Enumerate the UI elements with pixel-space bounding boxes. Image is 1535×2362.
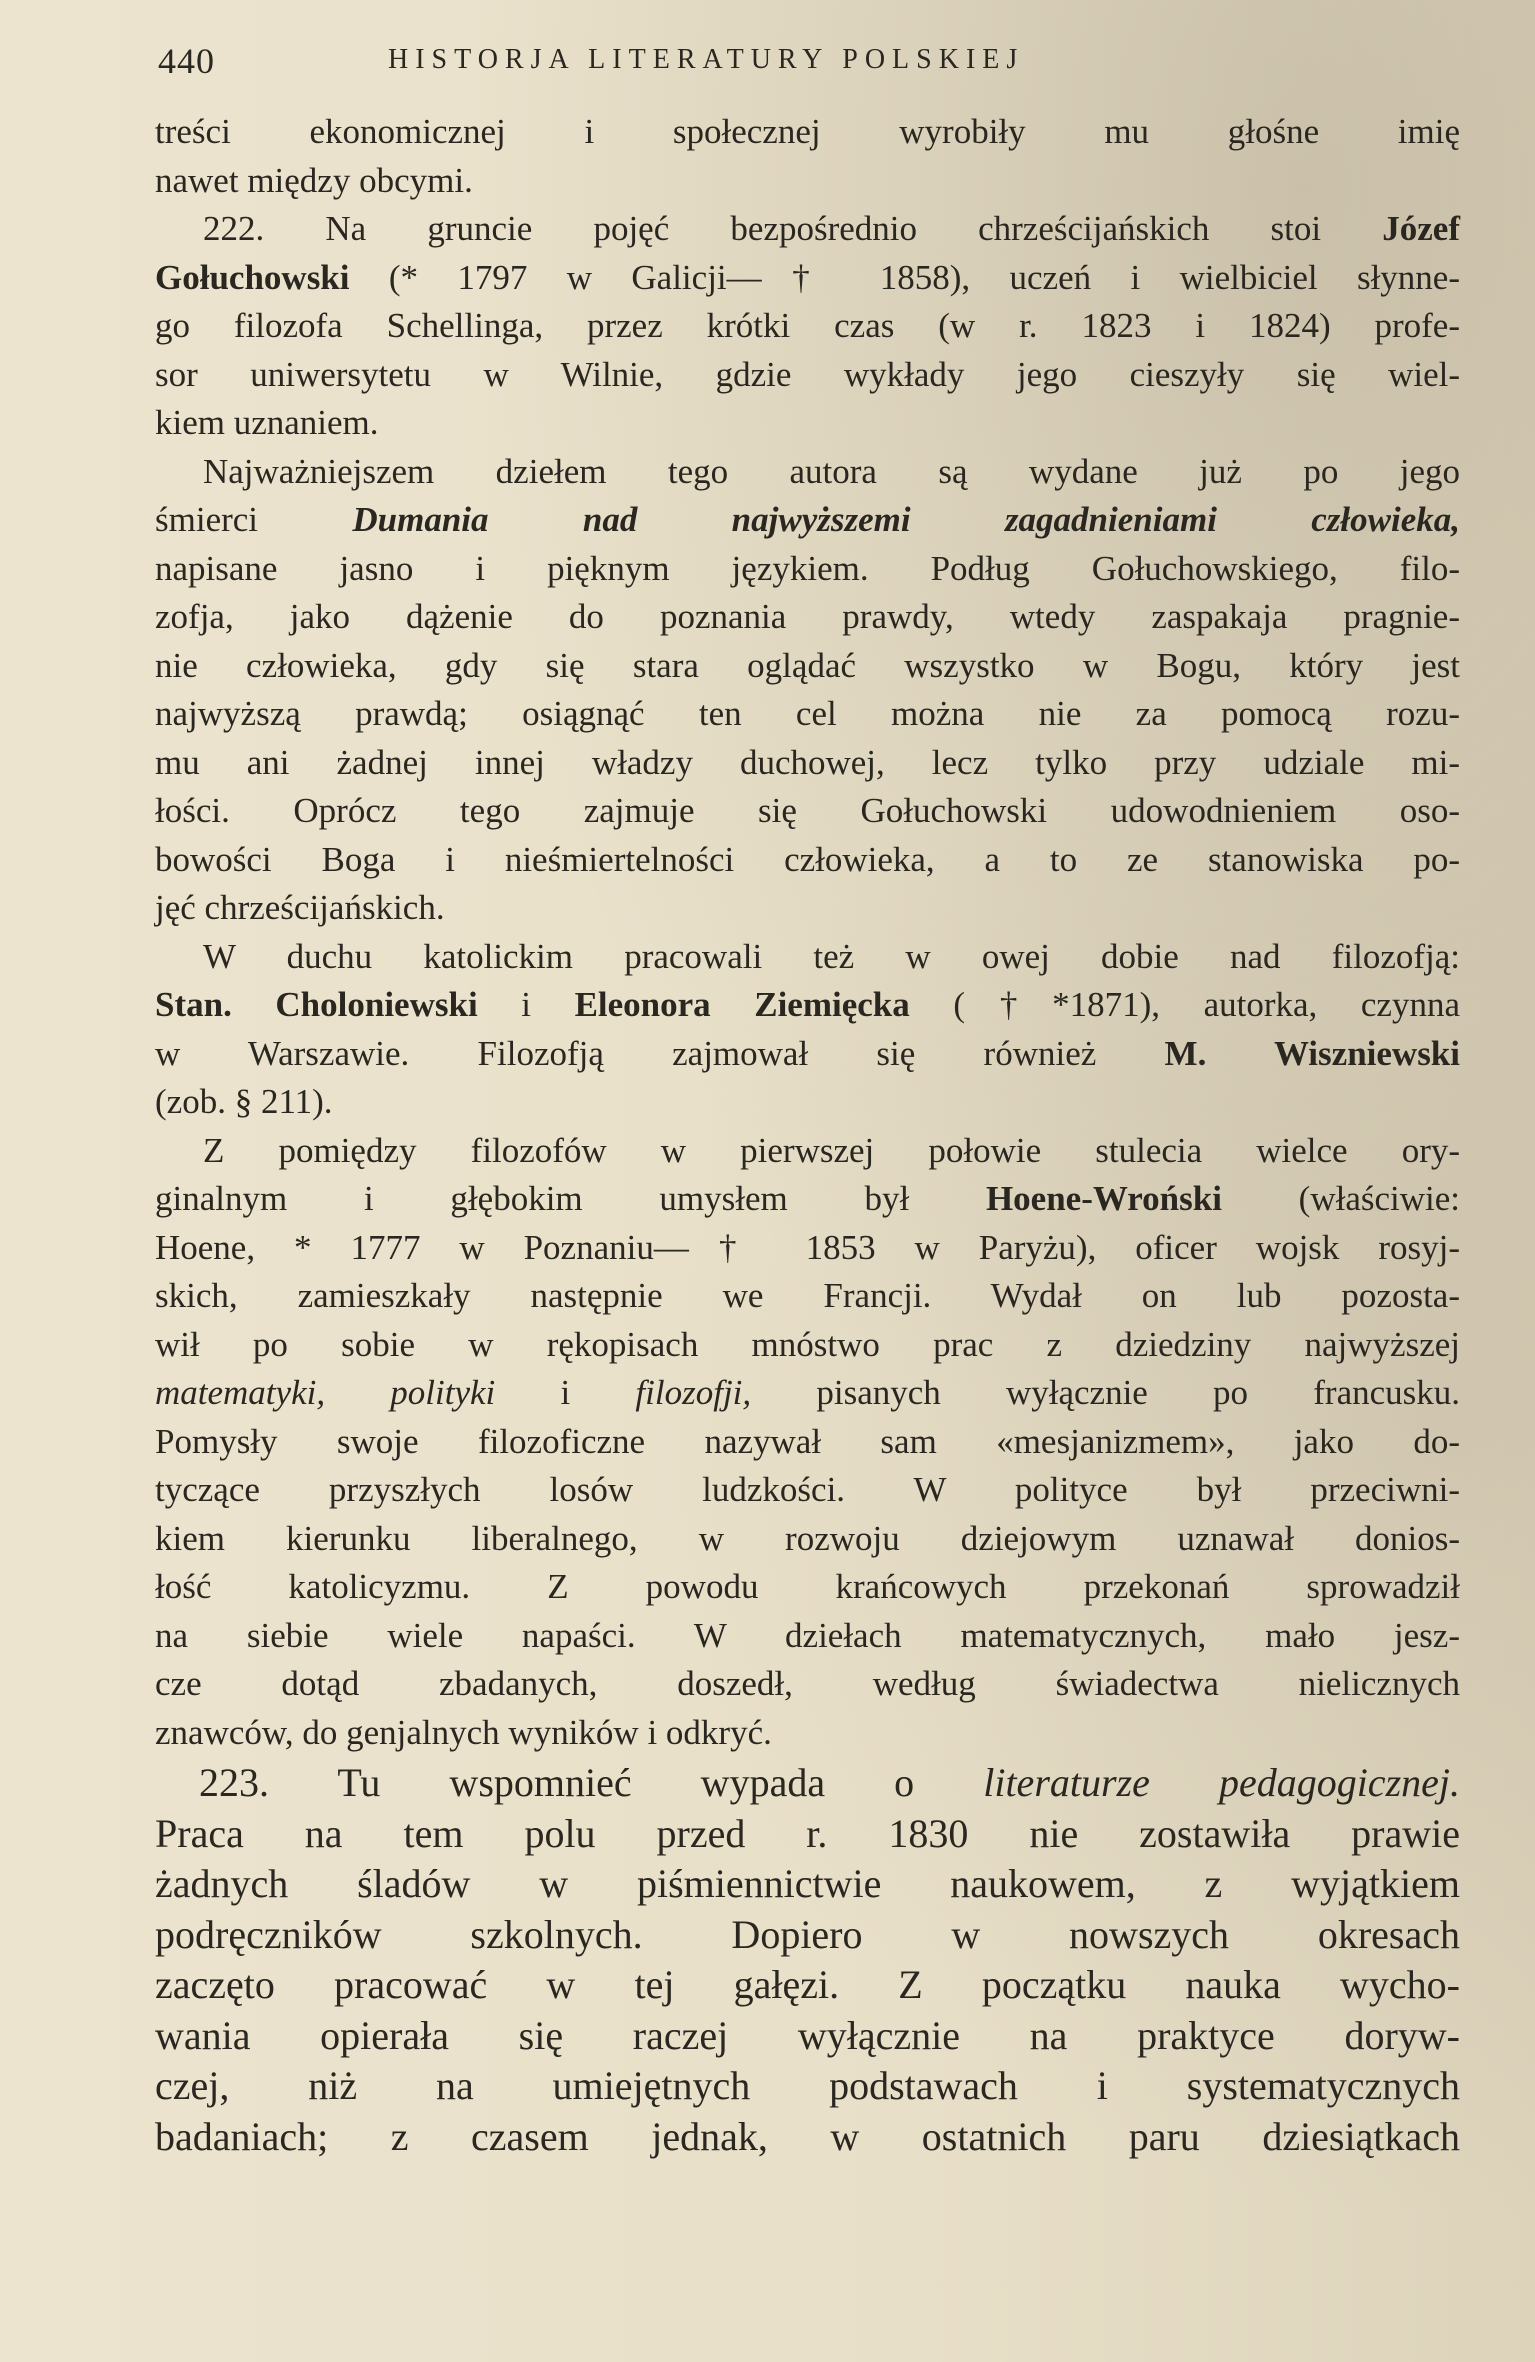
text-run: ginalnym i głębokim umysłem był xyxy=(155,1179,986,1218)
line xyxy=(155,351,1460,400)
line xyxy=(155,302,1460,351)
text-run: Józef xyxy=(1382,209,1460,248)
body-text-small xyxy=(155,108,1460,1757)
text-run: tyczące przyszłych losów ludzkości. W polityce był przeciwni- xyxy=(155,1470,1460,1509)
text-run: pisanych wyłącznie po francusku. xyxy=(751,1373,1461,1412)
text-run: łość katolicyzmu. Z powodu krańcowych przekonań sprowadził xyxy=(155,1567,1460,1606)
text-run: 223. Tu wspomnieć wypada o xyxy=(199,1760,984,1805)
line xyxy=(155,496,1460,545)
text-run: czej, niż na umiejętnych podstawach i systematycznych xyxy=(155,2063,1460,2108)
text-run: skich, zamieszkały następnie we Francji. Wydał on lub pozosta- xyxy=(155,1276,1460,1315)
line xyxy=(155,1127,1460,1176)
line xyxy=(155,108,1460,157)
text-run: mu ani żadnej innej władzy duchowej, lecz tylko przy udziale mi- xyxy=(155,742,1460,782)
text-run: (†*1871), autorka, czynna xyxy=(909,985,1460,1024)
text-run: (* 1797 w Galicji—† 1858), uczeń i wielbiciel słynne- xyxy=(349,257,1460,297)
text-run: Hoene-Wroński xyxy=(985,1179,1222,1218)
text-run: zofja, jako dążenie do poznania prawdy, wtedy zaspakaja pragnie- xyxy=(155,597,1460,636)
text-run: Pomysły swoje filozoficzne nazywał sam «mesjanizmem», jako do- xyxy=(155,1421,1460,1461)
line xyxy=(155,448,1460,497)
line xyxy=(155,690,1460,739)
line xyxy=(155,1175,1460,1224)
line xyxy=(155,1466,1460,1515)
text-run: wił po sobie w rękopisach mnóstwo prac z dziedziny najwyższej xyxy=(155,1324,1460,1364)
line xyxy=(155,787,1460,836)
line xyxy=(155,1321,1460,1370)
text-run: jęć chrześcijańskich. xyxy=(155,888,445,927)
line xyxy=(155,1078,1460,1127)
text-run: łości. Oprócz tego zajmuje się Gołuchowski udowodnieniem oso- xyxy=(155,791,1460,830)
text-run: cze dotąd zbadanych, doszedł, według świadectwa nielicznych xyxy=(155,1664,1460,1703)
line xyxy=(155,836,1460,885)
text-run: Dumania nad najwyższemi zagadnieniami człowieka, xyxy=(352,500,1460,539)
text-run: treści ekonomicznej i społecznej wyrobiły mu głośne imię xyxy=(155,112,1460,151)
line xyxy=(155,545,1460,594)
page-number: 440 xyxy=(158,41,215,81)
line xyxy=(155,1960,1460,2011)
text-run: kiem kierunku liberalnego, w rozwoju dziejowym uznawał donios- xyxy=(155,1518,1460,1558)
text-run: bowości Boga i nieśmiertelności człowieka, a to ze stanowiska po- xyxy=(155,839,1460,879)
text-run: podręczników szkolnych. Dopiero w nowszych okresach xyxy=(155,1911,1460,1957)
running-head xyxy=(158,40,1458,90)
section-223-start xyxy=(155,1758,1460,1809)
line xyxy=(155,933,1460,982)
text-run: najwyższą prawdą; osiągnąć ten cel można nie za pomocą rozu- xyxy=(155,694,1460,733)
line xyxy=(155,1418,1460,1467)
text-run: filozofji, xyxy=(635,1373,752,1412)
line xyxy=(155,1515,1460,1564)
text-run: (właściwie: xyxy=(1221,1179,1460,1218)
text-run: napisane jasno i pięknym językiem. Podług Gołuchowskiego, filo- xyxy=(155,548,1460,588)
line xyxy=(155,1563,1460,1612)
text-run: i xyxy=(495,1373,636,1412)
running-title: HISTORJA LITERATURY POLSKIEJ xyxy=(388,44,1025,75)
text-run: M. Wiszniewski xyxy=(1164,1033,1461,1073)
text-run: nawet między obcymi. xyxy=(155,160,473,200)
line xyxy=(155,2011,1460,2062)
text-run: Eleonora Ziemięcka xyxy=(574,985,910,1024)
line xyxy=(155,157,1460,206)
text-run: żadnych śladów w piśmiennictwie naukowem, z wyjątkiem xyxy=(155,1861,1460,1906)
text-run: Najważniejszem dziełem tego autora są wydane już po jego xyxy=(203,451,1460,491)
line xyxy=(155,2061,1460,2112)
text-run: Stan. Choloniewski xyxy=(155,985,478,1024)
text-run: Gołuchowski xyxy=(155,257,350,297)
line xyxy=(155,399,1460,448)
section-222-start xyxy=(155,205,1460,254)
text-run: wania opierała się raczej wyłącznie na praktyce doryw- xyxy=(155,2012,1460,2058)
line xyxy=(155,1224,1460,1273)
text-run: kiem uznaniem. xyxy=(155,403,379,442)
line xyxy=(155,1709,1460,1758)
line xyxy=(155,1030,1460,1079)
text-run: w Warszawie. Filozofją zajmował się również xyxy=(155,1033,1165,1073)
line xyxy=(155,1809,1460,1860)
line xyxy=(155,1272,1460,1321)
line xyxy=(155,254,1460,303)
text-run: W duchu katolickim pracowali też w owej dobie nad filozofją: xyxy=(203,936,1460,976)
text-run: badaniach; z czasem jednak, w ostatnich paru dziesiątkach xyxy=(155,2113,1460,2159)
line xyxy=(155,642,1460,691)
text-run: nie człowieka, gdy się stara oglądać wszystko w Bogu, który jest xyxy=(155,645,1460,685)
text-run: na siebie wiele napaści. W dziełach matematycznych, mało jesz- xyxy=(155,1615,1460,1655)
text-run: 222. Na gruncie pojęć bezpośrednio chrześcijańskich stoi xyxy=(203,209,1383,248)
line xyxy=(155,593,1460,642)
text-run: śmierci xyxy=(155,500,353,539)
text-run: Hoene, * 1777 w Poznaniu—† 1853 w Paryżu), oficer wojsk rosyj- xyxy=(155,1227,1460,1267)
line xyxy=(155,1369,1460,1418)
line xyxy=(155,884,1460,933)
text-run: sor uniwersytetu w Wilnie, gdzie wykłady jego cieszyły się wiel- xyxy=(155,354,1460,394)
line xyxy=(155,2112,1460,2163)
line xyxy=(155,1660,1460,1709)
text-run: i xyxy=(477,985,575,1024)
line xyxy=(155,1910,1460,1961)
text-run: go filozofa Schellinga, przez krótki czas (w r. 1823 i 1824) profe- xyxy=(155,306,1460,345)
text-run: matematyki, polityki xyxy=(155,1373,496,1412)
line xyxy=(155,1859,1460,1910)
text-run: literaturze pedagogicznej. xyxy=(983,1760,1460,1805)
line xyxy=(155,981,1460,1030)
line xyxy=(155,1612,1460,1661)
text-run: znawców, do genjalnych wyników i odkryć. xyxy=(155,1712,772,1752)
text-run: (zob. § 211). xyxy=(155,1082,333,1121)
body-text-large xyxy=(155,1758,1460,2162)
line xyxy=(155,739,1460,788)
text-run: zaczęto pracować w tej gałęzi. Z początku nauka wycho- xyxy=(155,1962,1460,2007)
text-run: Z pomiędzy filozofów w pierwszej połowie stulecia wielce ory- xyxy=(203,1130,1460,1170)
text-run: Praca na tem polu przed r. 1830 nie zostawiła prawie xyxy=(155,1810,1460,1856)
